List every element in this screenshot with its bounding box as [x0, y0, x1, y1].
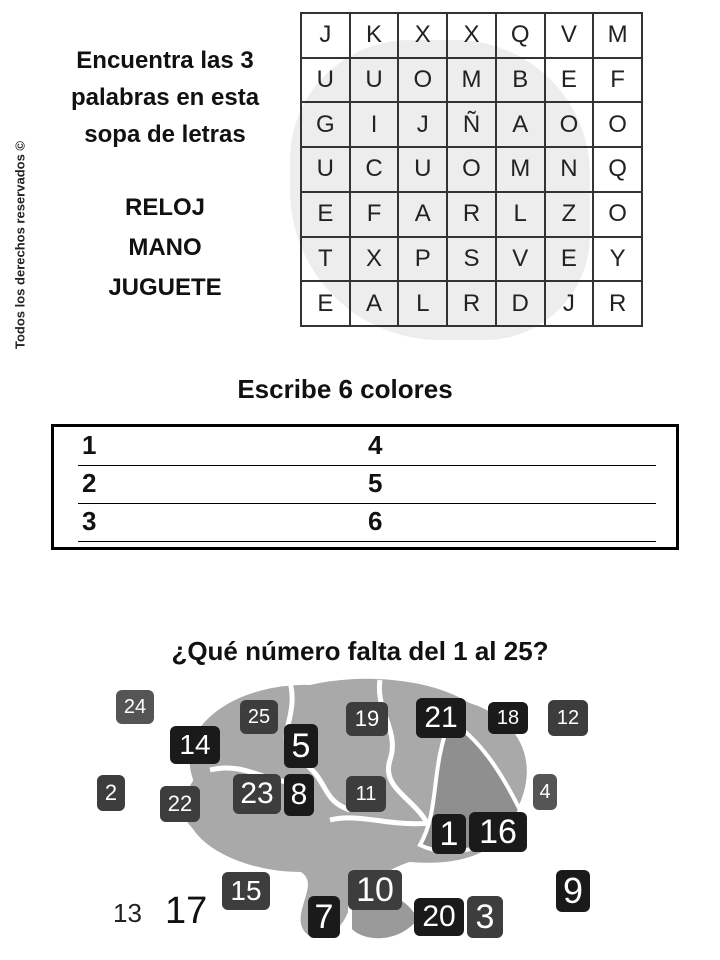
number-tile: 11: [346, 776, 386, 812]
grid-cell[interactable]: D: [496, 281, 545, 326]
grid-cell[interactable]: S: [447, 237, 496, 282]
copyright-text: Todos los derechos reservados ©: [12, 140, 28, 350]
grid-cell[interactable]: C: [350, 147, 399, 192]
number-tile: 4: [533, 774, 557, 810]
color-number: 4: [368, 430, 383, 460]
number-tile: 10: [348, 870, 402, 910]
grid-cell[interactable]: F: [593, 58, 642, 103]
number-label: 17: [165, 890, 208, 932]
number-tile: 19: [346, 702, 388, 736]
grid-cell[interactable]: V: [545, 13, 594, 58]
grid-cell[interactable]: M: [496, 147, 545, 192]
grid-cell[interactable]: E: [301, 281, 350, 326]
color-number: 5: [368, 468, 383, 498]
number-tile: 21: [416, 698, 466, 738]
number-tile: 7: [308, 896, 340, 938]
grid-cell[interactable]: R: [593, 281, 642, 326]
grid-cell[interactable]: X: [398, 13, 447, 58]
missing-number-title: ¿Qué número falta del 1 al 25?: [171, 636, 549, 666]
grid-cell[interactable]: O: [398, 58, 447, 103]
number-tile: 22: [160, 786, 200, 822]
grid-cell[interactable]: Q: [593, 147, 642, 192]
word-item: JUGUETE: [108, 274, 222, 301]
grid-cell[interactable]: J: [398, 102, 447, 147]
wordsearch-instructions: [40, 42, 290, 308]
grid-cell[interactable]: J: [301, 13, 350, 58]
grid-cell[interactable]: Q: [496, 13, 545, 58]
instruction-line: sopa de letras: [84, 121, 246, 148]
number-tile: 2: [97, 775, 125, 811]
number-tile: 18: [488, 702, 528, 734]
grid-cell[interactable]: U: [301, 58, 350, 103]
grid-cell[interactable]: U: [350, 58, 399, 103]
number-tile: 3: [467, 896, 503, 938]
letter-grid: [300, 12, 643, 327]
grid-cell[interactable]: O: [545, 102, 594, 147]
instruction-line: Encuentra las 3: [76, 47, 254, 74]
number-tile: 12: [548, 700, 588, 736]
number-tile: 25: [240, 700, 278, 734]
number-tile: 15: [222, 872, 270, 910]
grid-cell[interactable]: G: [301, 102, 350, 147]
grid-cell[interactable]: N: [545, 147, 594, 192]
color-number: 2: [82, 468, 97, 498]
color-number: 3: [82, 506, 97, 536]
grid-cell[interactable]: P: [398, 237, 447, 282]
grid-cell[interactable]: T: [301, 237, 350, 282]
grid-cell[interactable]: E: [545, 237, 594, 282]
grid-cell[interactable]: O: [593, 192, 642, 237]
grid-cell[interactable]: Y: [593, 237, 642, 282]
number-tile: 1: [432, 814, 466, 854]
number-tile: 16: [469, 812, 527, 852]
grid-cell[interactable]: Z: [545, 192, 594, 237]
grid-cell[interactable]: O: [593, 102, 642, 147]
grid-cell[interactable]: F: [350, 192, 399, 237]
grid-cell[interactable]: A: [350, 281, 399, 326]
grid-cell[interactable]: M: [593, 13, 642, 58]
number-tile: 24: [116, 690, 154, 724]
grid-cell[interactable]: L: [496, 192, 545, 237]
grid-cell[interactable]: R: [447, 192, 496, 237]
grid-cell[interactable]: K: [350, 13, 399, 58]
answer-line[interactable]: [78, 433, 656, 466]
word-item: MANO: [128, 234, 202, 261]
colors-title: Escribe 6 colores: [237, 374, 453, 404]
grid-cell[interactable]: U: [398, 147, 447, 192]
number-tile: 5: [284, 724, 318, 768]
colors-answer-box: [51, 424, 679, 550]
grid-cell[interactable]: A: [398, 192, 447, 237]
number-tile: 9: [556, 870, 590, 912]
grid-cell[interactable]: L: [398, 281, 447, 326]
grid-cell[interactable]: A: [496, 102, 545, 147]
number-tile: 14: [170, 726, 220, 764]
grid-cell[interactable]: B: [496, 58, 545, 103]
grid-cell[interactable]: X: [350, 237, 399, 282]
grid-cell[interactable]: O: [447, 147, 496, 192]
answer-line[interactable]: [78, 471, 656, 504]
instruction-line: palabras en esta: [70, 84, 260, 111]
grid-cell[interactable]: R: [447, 281, 496, 326]
grid-cell[interactable]: J: [545, 281, 594, 326]
grid-cell[interactable]: M: [447, 58, 496, 103]
word-item: RELOJ: [124, 194, 205, 221]
grid-cell[interactable]: X: [447, 13, 496, 58]
grid-cell[interactable]: E: [301, 192, 350, 237]
number-tile: 23: [233, 774, 281, 814]
color-number: 6: [368, 506, 383, 536]
number-tile: 20: [414, 898, 464, 936]
number-label: 13: [113, 898, 142, 928]
color-number: 1: [82, 430, 97, 460]
grid-cell[interactable]: V: [496, 237, 545, 282]
grid-cell[interactable]: Ñ: [447, 102, 496, 147]
answer-line[interactable]: [78, 509, 656, 542]
copyright-notice: [6, 120, 34, 370]
number-tile: 8: [284, 774, 314, 816]
grid-cell[interactable]: E: [545, 58, 594, 103]
grid-cell[interactable]: U: [301, 147, 350, 192]
word-list: [40, 188, 290, 308]
grid-cell[interactable]: I: [350, 102, 399, 147]
